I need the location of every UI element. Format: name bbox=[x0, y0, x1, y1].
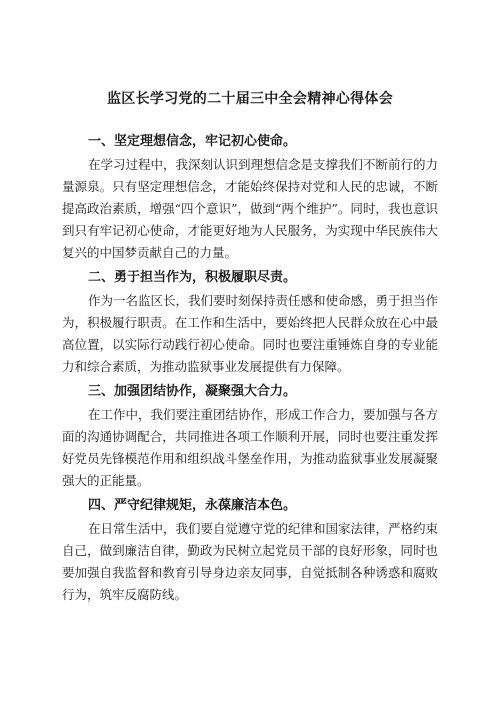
section-heading: 四、严守纪律规矩，永葆廉洁本色。 bbox=[88, 498, 297, 513]
section-paragraph: 在工作中，我们要注重团结协作，形成工作合力，要加强与各方面的沟通协调配合，共同推进各项工作顺利开展，同时也要注重发挥好党员先锋模范作用和组织战斗堡垒作用，为推动监狱事业发展凝聚强大的正能量。 bbox=[62, 407, 439, 488]
section-heading: 一、坚定理想信念，牢记初心使命。 bbox=[88, 134, 297, 149]
document-title: 监区长学习党的二十届三中全会精神心得体会 bbox=[107, 91, 393, 107]
section-paragraph: 作为一名监区长，我们要时刻保持责任感和使命感，勇于担当作为，积极履行职责。在工作和生活中，要始终把人民群众放在心中最高位置，以实际行动践行初心使命。同时也要注重锤炼自身的专业能力和综合素质，为推动监狱事业发展提供有力保障。 bbox=[62, 293, 439, 374]
section-paragraph: 在学习过程中，我深刻认识到理想信念是支撑我们不断前行的力量源泉。只有坚定理想信念，才能始终保持对党和人民的忠诚，不断提高政治素质，增强“四个意识”，做到“两个维护”。同时，我也意识到只有牢记初心使命，才能更好地为人民服务，为实现中华民族伟大复兴的中国梦贡献自己的力量。 bbox=[62, 157, 439, 260]
section-heading: 二、勇于担当作为，积极履职尽责。 bbox=[88, 270, 297, 285]
document-body bbox=[62, 131, 438, 609]
section-4 bbox=[62, 495, 438, 606]
section-heading: 三、加强团结协作，凝聚强大合力。 bbox=[88, 384, 297, 399]
section-3 bbox=[62, 381, 438, 492]
section-2 bbox=[62, 267, 438, 378]
section-paragraph: 在日常生活中，我们要自觉遵守党的纪律和国家法律，严格约束自己，做到廉洁自律，勤政为民树立起党员干部的良好形象，同时也要加强自我监督和教育引导身边亲友同事，自觉抵制各种诱惑和腐败行为，筑牢反腐防线。 bbox=[62, 521, 439, 602]
section-1 bbox=[62, 131, 438, 264]
